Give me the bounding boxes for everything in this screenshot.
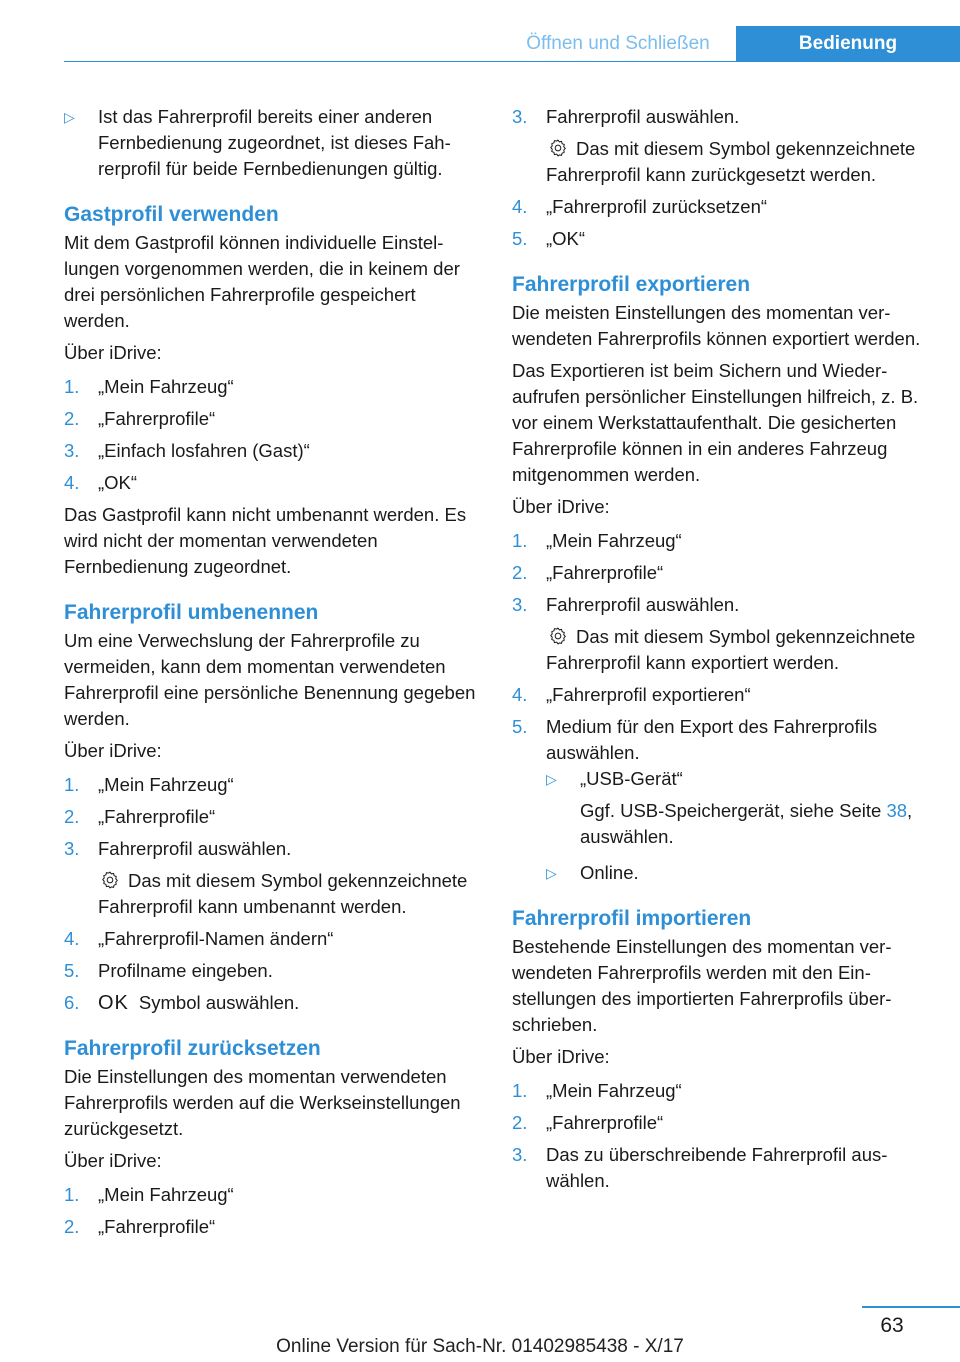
- list-item: [512, 226, 928, 252]
- steps-list: [64, 374, 480, 496]
- step-text: „Fahrerprofile“: [546, 562, 664, 583]
- via-idrive-label: Über iDrive:: [512, 496, 610, 517]
- step-number: 3.: [512, 1144, 528, 1165]
- step-text: Das zu überschreibende Fahrerprofil auswählen.: [546, 1144, 888, 1191]
- step-number: 4.: [64, 928, 80, 949]
- step-text: „Mein Fahrzeug“: [546, 530, 682, 551]
- bullet-text: Online.: [580, 862, 639, 883]
- gear-icon: [100, 870, 120, 890]
- step-text: „Mein Fahrzeug“: [98, 774, 234, 795]
- paragraph: Die meisten Einstellungen des momentan verwendeten Fahrerprofils können exportiert werden.: [512, 302, 921, 349]
- section-heading: Fahrerprofil umbenennen: [64, 601, 319, 624]
- step-number: 1.: [512, 1080, 528, 1101]
- steps-list: [512, 1078, 928, 1194]
- step-note: [98, 868, 480, 920]
- list-item: [64, 374, 480, 400]
- step-number: 4.: [64, 472, 80, 493]
- ok-symbol-icon: OK: [98, 992, 129, 1014]
- list-item: [512, 1078, 928, 1104]
- bullet-text: „USB-Gerät“: [580, 768, 683, 789]
- list-item: [512, 528, 928, 554]
- step-text: Medium für den Export des Fahrerprofils auswählen.: [546, 716, 878, 763]
- step-text: „OK“: [98, 472, 138, 493]
- via-idrive-label: Über iDrive:: [64, 1150, 162, 1171]
- step-number: 2.: [512, 562, 528, 583]
- note-text: Ggf. USB-Speichergerät, siehe Seite: [580, 800, 887, 821]
- step-number: 1.: [64, 1184, 80, 1205]
- step-number: 2.: [64, 408, 80, 429]
- paragraph: Das Gastprofil kann nicht umbenannt werden. Es wird nicht der momentan verwendeten Fernbedienung zugeordnet.: [64, 504, 467, 577]
- step-text: Fahrerprofil auswählen.: [546, 106, 740, 127]
- list-item: [64, 406, 480, 432]
- footer-rule: [862, 1306, 960, 1308]
- note-text: , auswählen.: [580, 800, 913, 847]
- online-version-note: Online Version für Sach-Nr. 01402985438 - X/17: [276, 1336, 684, 1357]
- gear-icon: [548, 138, 568, 158]
- triangle-bullet-icon: ▷: [546, 771, 557, 787]
- step-number: 1.: [512, 530, 528, 551]
- step-text: „Fahrerprofile“: [98, 806, 216, 827]
- step-text: „Mein Fahrzeug“: [98, 376, 234, 397]
- via-idrive-label: Über iDrive:: [64, 342, 162, 363]
- list-item: [512, 682, 928, 708]
- list-item: [512, 1142, 928, 1194]
- step-number: 3.: [512, 594, 528, 615]
- step-note: [546, 624, 928, 676]
- section-export-profile: [512, 270, 928, 886]
- list-item: [64, 1182, 480, 1208]
- list-item: [512, 714, 928, 886]
- steps-list-reset-continued: [512, 104, 928, 252]
- step-number: 2.: [512, 1112, 528, 1133]
- step-text: „Fahrerprofile“: [98, 408, 216, 429]
- steps-list: [64, 1182, 480, 1240]
- section-heading: Fahrerprofil exportieren: [512, 273, 751, 296]
- list-item: [64, 104, 480, 182]
- steps-list: [512, 528, 928, 886]
- page-footer: [0, 1300, 960, 1362]
- section-heading: Gastprofil verwenden: [64, 203, 279, 226]
- note-text: Das mit diesem Symbol gekennzeichnete Fahrerprofil kann zurückgesetzt werden.: [546, 138, 916, 185]
- step-text: Fahrerprofil auswählen.: [98, 838, 292, 859]
- step-text: Fahrerprofil auswählen.: [546, 594, 740, 615]
- section-tab: Öffnen und Schließen: [526, 33, 710, 54]
- step-number: 4.: [512, 684, 528, 705]
- section-rename-profile: [64, 598, 480, 1016]
- list-item: [64, 1214, 480, 1240]
- step-text: „OK“: [546, 228, 586, 249]
- chapter-tab: Bedienung: [736, 26, 960, 62]
- step-text: „Einfach losfahren (Gast)“: [98, 440, 310, 461]
- step-note: [546, 136, 928, 188]
- list-item: [64, 438, 480, 464]
- paragraph: Das Exportieren ist beim Sichern und Wiederaufrufen persönlicher Einstellungen hilfreich, z. B. vor einem Werkstattaufenthalt. Die gesicherten Fahrerprofile können in ein anderes Fahrzeug mitgenommen werden.: [512, 360, 919, 485]
- step-text: „Mein Fahrzeug“: [546, 1080, 682, 1101]
- step-number: 3.: [512, 106, 528, 127]
- step-number: 1.: [64, 774, 80, 795]
- step-number: 2.: [64, 806, 80, 827]
- list-item: [64, 470, 480, 496]
- section-reset-profile: [64, 1034, 480, 1240]
- header-rule: [64, 61, 960, 62]
- page-number: 63: [880, 1314, 904, 1337]
- step-text: „Fahrerprofil exportieren“: [546, 684, 751, 705]
- step-number: 3.: [64, 440, 80, 461]
- list-item: [64, 804, 480, 830]
- list-item: [512, 560, 928, 586]
- page-reference-link[interactable]: 38: [886, 800, 908, 821]
- note-text: Das mit diesem Symbol gekennzeichnete Fahrerprofil kann umbenannt werden.: [98, 870, 468, 917]
- section-heading: Fahrerprofil importieren: [512, 907, 752, 930]
- step-number: 5.: [512, 228, 528, 249]
- step-number: 1.: [64, 376, 80, 397]
- section-guest-profile: [64, 200, 480, 580]
- step-number: 5.: [64, 960, 80, 981]
- bullet-note: [580, 798, 928, 850]
- steps-list: [64, 772, 480, 1016]
- top-bullet-list: [64, 104, 480, 182]
- sub-bullet-list: [546, 766, 928, 886]
- step-number: 5.: [512, 716, 528, 737]
- step-text: Symbol auswählen.: [138, 992, 300, 1013]
- section-heading: Fahrerprofil zurücksetzen: [64, 1037, 321, 1060]
- left-column: [64, 104, 480, 1246]
- page-header: [0, 0, 960, 62]
- step-text: „Fahrerprofile“: [546, 1112, 664, 1133]
- step-text: „Fahrerprofile“: [98, 1216, 216, 1237]
- list-item: [64, 836, 480, 920]
- gear-icon: [548, 626, 568, 646]
- step-number: 2.: [64, 1216, 80, 1237]
- bullet-text: Ist das Fahrerprofil bereits einer anderen Fernbedienung zugeordnet, ist dieses Fahrerprofil für beide Fernbedienungen gültig.: [98, 106, 451, 179]
- list-item: [64, 772, 480, 798]
- step-text: „Mein Fahrzeug“: [98, 1184, 234, 1205]
- list-item: [64, 990, 480, 1016]
- list-item: [512, 104, 928, 188]
- section-import-profile: [512, 904, 928, 1194]
- paragraph: Mit dem Gastprofil können individuelle Einstellungen vorgenommen werden, die in keinem der drei persönlichen Fahrerprofile gespeichert werden.: [64, 232, 460, 331]
- list-item: [512, 194, 928, 220]
- step-number: 6.: [64, 992, 80, 1013]
- step-number: 4.: [512, 196, 528, 217]
- triangle-bullet-icon: ▷: [546, 865, 557, 881]
- step-text: „Fahrerprofil-Namen ändern“: [98, 928, 334, 949]
- via-idrive-label: Über iDrive:: [64, 740, 162, 761]
- list-item: [546, 766, 928, 850]
- paragraph: Um eine Verwechslung der Fahrerprofile zu vermeiden, kann dem momentan verwendeten Fahrerprofil eine persönliche Benennung gegeben werden.: [64, 630, 476, 729]
- step-number: 3.: [64, 838, 80, 859]
- via-idrive-label: Über iDrive:: [512, 1046, 610, 1067]
- note-text: Das mit diesem Symbol gekennzeichnete Fahrerprofil kann exportiert werden.: [546, 626, 916, 673]
- step-text: „Fahrerprofil zurücksetzen“: [546, 196, 768, 217]
- list-item: [512, 1110, 928, 1136]
- list-item: [512, 592, 928, 676]
- list-item: [64, 958, 480, 984]
- list-item: [546, 860, 928, 886]
- list-item: [64, 926, 480, 952]
- paragraph: Bestehende Einstellungen des momentan verwendeten Fahrerprofils werden mit den Einstellungen des importierten Fahrerprofils überschrieben.: [512, 936, 892, 1035]
- step-text: Profilname eingeben.: [98, 960, 273, 981]
- triangle-bullet-icon: ▷: [64, 109, 75, 125]
- right-column: [512, 104, 928, 1200]
- paragraph: Die Einstellungen des momentan verwendeten Fahrerprofils werden auf die Werkseinstellungen zurückgesetzt.: [64, 1066, 461, 1139]
